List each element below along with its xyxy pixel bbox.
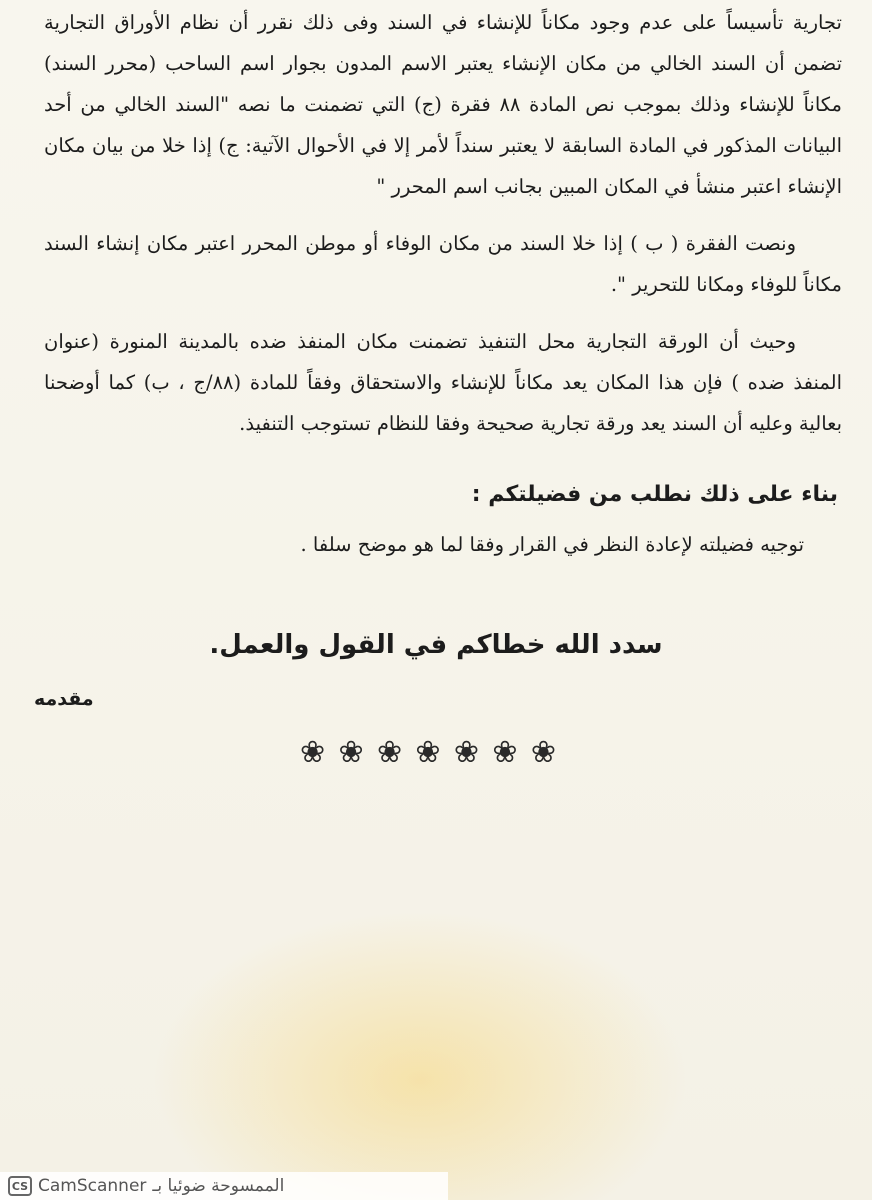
camscanner-logo-icon: CS	[8, 1176, 32, 1196]
camscanner-brand: CamScanner	[38, 1176, 147, 1196]
flower-ornament-icon: ❀	[300, 735, 326, 770]
camscanner-watermark	[0, 1172, 448, 1200]
flower-ornament-icon: ❀	[453, 735, 480, 770]
closing-phrase: سدد الله خطاكم في القول والعمل.	[209, 630, 663, 660]
request-heading: بناء على ذلك نطلب من فضيلتكم :	[471, 482, 838, 507]
ornament-row	[300, 735, 556, 771]
paragraph-3: وحيث أن الورقة التجارية محل التنفيذ تضمنت مكان المنفذ ضده بالمدينة المنورة (عنوان المنفذ ضده ) فإن هذا المكان يعد مكاناً للإنشاء والاستحقاق وفقاً للمادة (٨٨/ج ، ب) كما أوضحنا بعالية وعليه أن السند يعد ورقة تجارية صحيحة وفقا للنظام تستوجب التنفيذ.	[44, 330, 842, 435]
flower-ornament-icon: ❀	[415, 735, 441, 770]
flower-ornament-icon: ❀	[492, 735, 518, 770]
camscanner-caption: الممسوحة ضوئيا بـ	[152, 1176, 285, 1196]
request-text: توجيه فضيلته لإعادة النظر في القرار وفقا لما هو موضح سلفا .	[300, 533, 804, 556]
flower-ornament-icon: ❀	[530, 735, 556, 770]
flower-ornament-icon: ❀	[338, 735, 364, 770]
flower-ornament-icon: ❀	[376, 735, 403, 770]
signature-label: مقدمه	[34, 688, 94, 710]
paragraph-2: ونصت الفقرة ( ب ) إذا خلا السند من مكان الوفاء أو موطن المحرر اعتبر مكان إنشاء السند مكاناً للوفاء ومكانا للتحرير ".	[44, 232, 842, 296]
body-text	[44, 2, 842, 460]
paragraph-1: تجارية تأسيساً على عدم وجود مكاناً للإنشاء في السند وفى ذلك نقرر أن نظام الأوراق التجارية تضمن أن السند الخالي من مكان الإنشاء يعتبر الاسم المدون بجوار اسم الساحب (محرر السند) مكاناً للإنشاء وذلك بموجب نص المادة ٨٨ فقرة (ج) التي تضمنت ما نصه "السند الخالي من أحد البيانات المذكور في المادة السابقة لا يعتبر سنداً لأمر إلا في الأحوال الآتية: ج) إذا خلا من بيان مكان الإنشاء اعتبر منشأ في المكان المبين بجانب اسم المحرر "	[44, 11, 842, 198]
